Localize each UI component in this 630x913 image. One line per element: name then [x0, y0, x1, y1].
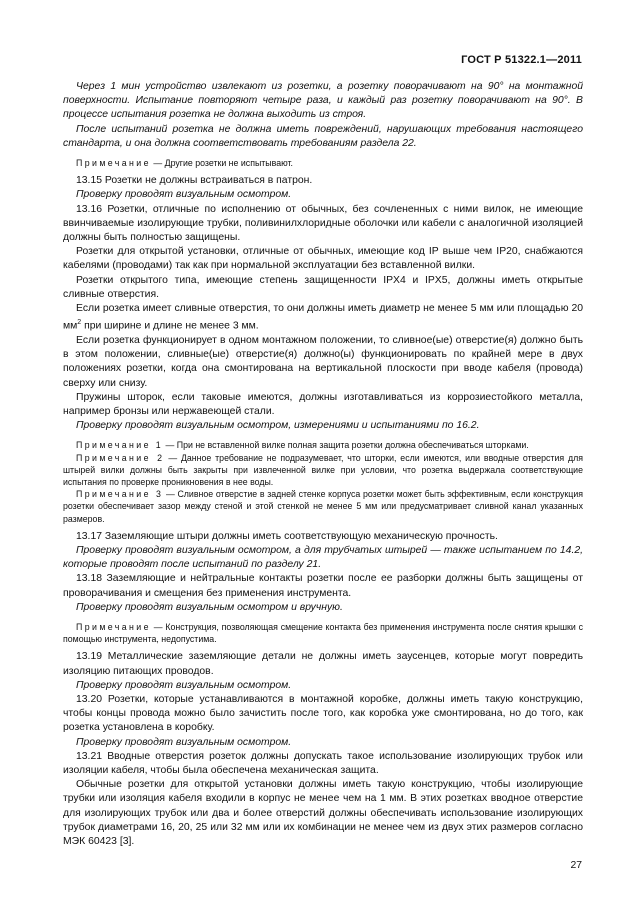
- note: [63, 157, 583, 169]
- paragraph: Проверку проводят визуальным осмотром, а для трубчатых штырей — также испытанием по 14.2, которые проводят после испытаний по разделу 21.: [63, 544, 583, 571]
- note-label: Примечание: [76, 158, 151, 169]
- note-label: Примечание 1: [76, 440, 164, 451]
- note: [63, 621, 583, 645]
- clause-13-17: 13.17 Заземляющие штыри должны иметь соответствующую механическую прочность.: [76, 530, 498, 542]
- paragraph: Если розетка функционирует в одном монтажном положении, то сливное(ые) отверстие(я) должно быть в этом положении, сливные(ые) отверстие(я) должно(ы) функционировать по крайней мере в двух положениях розетки, когда она смонтирована на вертикальной плоскости при вводе кабеля (провода) сверху или снизу.: [63, 334, 583, 389]
- note-label: Примечание 3: [76, 489, 164, 500]
- page-number: 27: [570, 860, 582, 871]
- note-text: — Другие розетки не испытывают.: [153, 158, 293, 169]
- paragraph-text: при ширине и длине не менее 3 мм.: [81, 320, 259, 332]
- paragraph: Проверку проводят визуальным осмотром.: [76, 189, 292, 201]
- paragraph: [63, 302, 583, 334]
- paragraph: Пружины шторок, если таковые имеются, должны изготавливаться из коррозиестойкого металла, например бронзы или нержавеющей стали.: [63, 391, 583, 417]
- note-2: [63, 452, 583, 489]
- paragraph-text: Если розетка имеет сливные отверстия, то они должны иметь диаметр не менее 5 мм или площадью 20 мм: [63, 303, 583, 332]
- note-text: — Данное требование не подразумевает, что шторки, если имеются, или вводные отверстия для штырей вилки должны быть закрыты при извлеченной вилке при условии, что розетка выдержала соответствующие испытания по проверке проникновения в нее воды.: [63, 452, 583, 487]
- paragraph: Проверку проводят визуальным осмотром.: [76, 736, 292, 748]
- clause-13-20: 13.20 Розетки, которые устанавливаются в монтажной коробке, должны иметь такую конструкцию, чтобы концы провода можно было зачистить после того, как коробка уже смонтирована, но до того, как розетка установлена в коробку.: [63, 694, 583, 734]
- clause-13-18: 13.18 Заземляющие и нейтральные контакты розетки после ее разборки должны быть защищены от проворачивания и смещения без применения инструмента.: [63, 573, 583, 599]
- note-text: — Конструкция, позволяющая смещение контакта без применения инструмента после снятия крышки с помощью инструмента, недопустима.: [63, 621, 583, 645]
- paragraph: Проверку проводят визуальным осмотром и вручную.: [76, 601, 343, 613]
- paragraph: Проверку проводят визуальным осмотром, измерениями и испытаниями по 16.2.: [76, 420, 480, 432]
- paragraph: Обычные розетки для открытой установки должны иметь такую конструкцию, чтобы изолирующие трубки или изоляция кабеля входили в корпус не менее чем на 1 мм. В этих розетках вводное отверстие для изолирующих трубок или два и более отверстий должны обеспечивать использование изолирующих трубок диаметрами 16, 20, 25 или 32 мм или их комбинации не менее чем из двух этих размеров согласно МЭК 60423 [3].: [63, 779, 583, 848]
- note-1: [63, 439, 583, 451]
- note-label: Примечание 2: [76, 452, 165, 463]
- paragraph: После испытаний розетка не должна иметь повреждений, нарушающих требования настоящего стандарта, и она должна соответствовать требованиям раздела 22.: [63, 123, 583, 149]
- paragraph: Розетки открытого типа, имеющие степень защищенности IPX4 и IPX5, должны иметь открытые сливные отверстия.: [63, 274, 583, 300]
- note-text: — При не вставленной вилке полная защита розетки должна обеспечиваться шторками.: [163, 440, 529, 451]
- superscript: 2: [77, 319, 82, 327]
- note-label: Примечание: [76, 621, 151, 632]
- clause-13-15: 13.15 Розетки не должны встраиваться в патрон.: [76, 175, 313, 187]
- note-text: — Сливное отверстие в задней стенке корпуса розетки может быть эффективным, если конструкция розетки обеспечивает зазор между стеной и этой стенкой не менее 5 мм или предусматривает сливной канал указанных размеров.: [63, 489, 583, 524]
- note-3: [63, 488, 583, 525]
- paragraph: Розетки для открытой установки, отличные от обычных, имеющие код IP выше чем IP20, снабжаются кабелями (проводами) так как при нормальной эксплуатации без вставленной вилки.: [63, 246, 583, 272]
- clause-13-21: 13.21 Вводные отверстия розеток должны допускать такое использование изолирующих трубок или изоляции кабеля, чтобы была обеспечена механическая защита.: [63, 750, 583, 777]
- paragraph: Через 1 мин устройство извлекают из розетки, а розетку поворачивают на 90° на монтажной поверхности. Испытание повторяют четыре раза, и каждый раз розетку поворачивают на 90°. В процессе испытания розетка не должна выходить из строя.: [63, 81, 583, 121]
- clause-13-16: 13.16 Розетки, отличные по исполнению от обычных, без сочлененных с ними вилок, не имеющие ввинчиваемые изолирующие трубки, поливинилхлоридные оболочки или кабели с аналогичной изоляцией должны быть полностью защищены.: [63, 203, 583, 244]
- standard-header: ГОСТ Р 51322.1—2011: [461, 54, 582, 66]
- clause-13-19: 13.19 Металлические заземляющие детали не должны иметь заусенцев, которые могут повредить изоляцию питающих проводов.: [63, 651, 583, 677]
- paragraph: Проверку проводят визуальным осмотром.: [76, 679, 292, 691]
- page-body: [63, 80, 583, 849]
